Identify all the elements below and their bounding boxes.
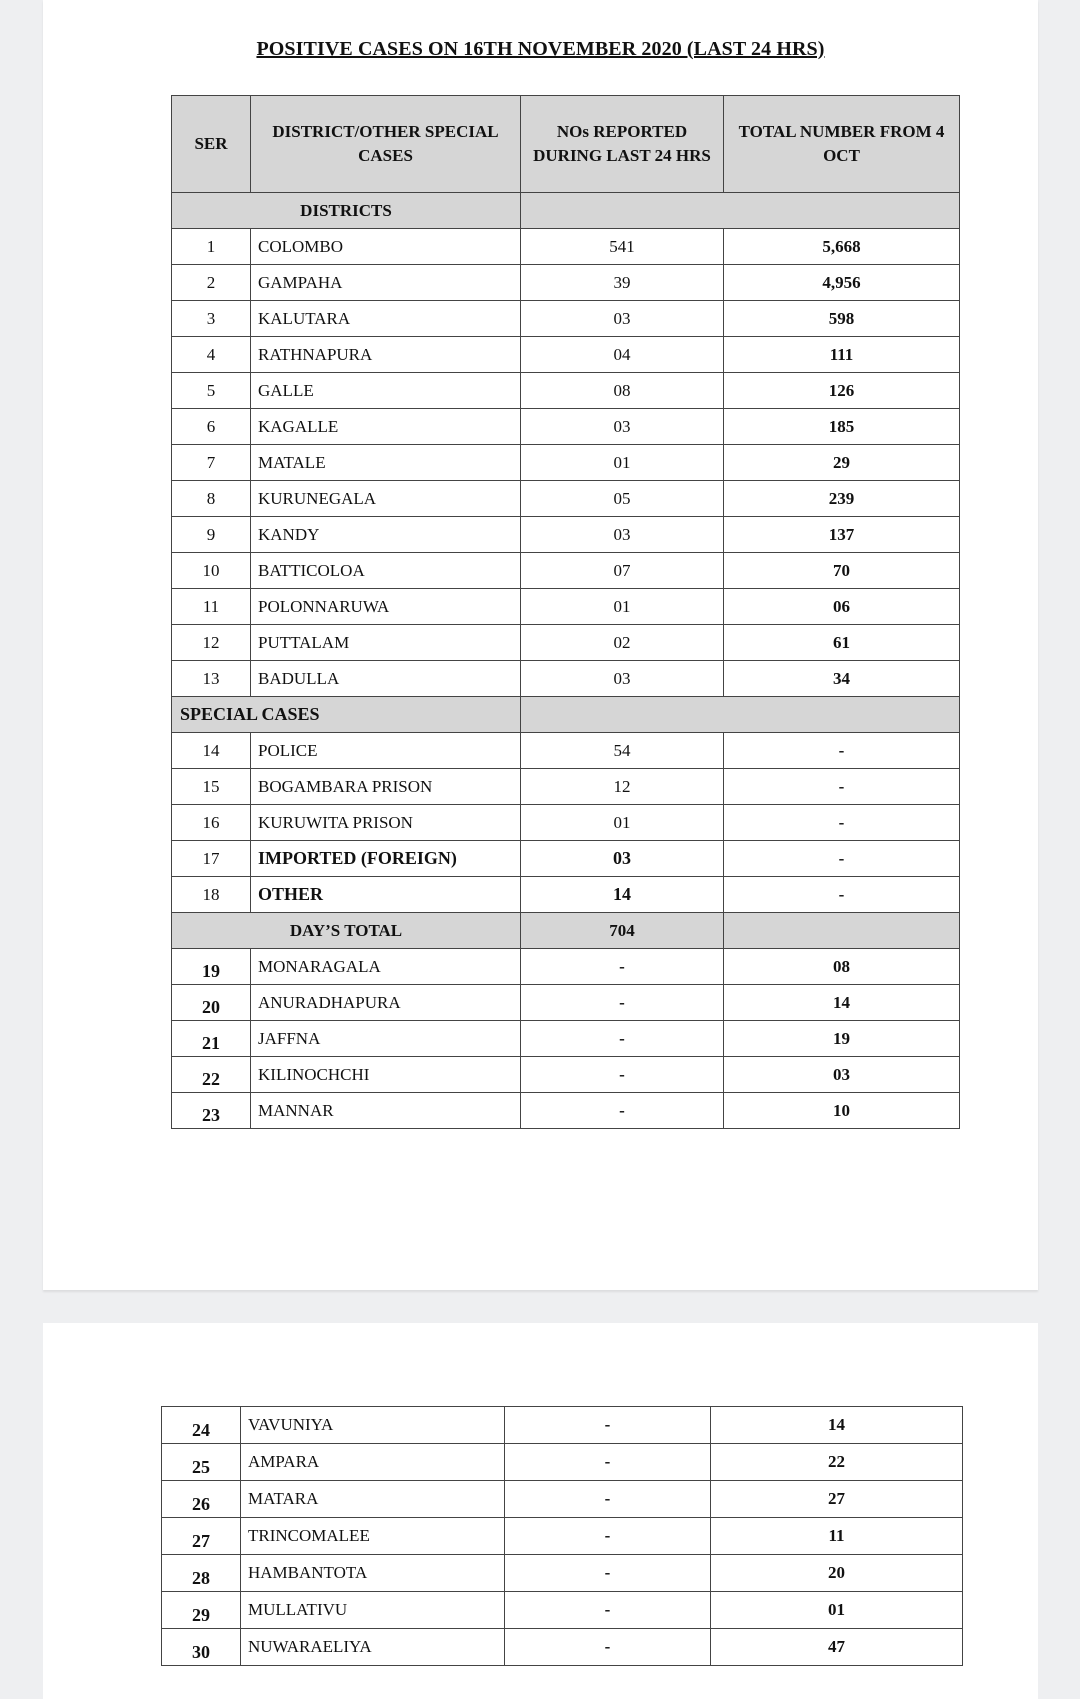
total-cell: 598 (724, 301, 960, 337)
table-row (172, 265, 960, 301)
section-special-cases (172, 697, 960, 733)
name-cell: JAFFNA (251, 1021, 521, 1057)
name-cell: BATTICOLOA (251, 553, 521, 589)
name-cell: ANURADHAPURA (251, 985, 521, 1021)
reported-cell: - (521, 1093, 724, 1129)
section-label: DISTRICTS (172, 193, 521, 229)
total-cell: 29 (724, 445, 960, 481)
ser-cell: 23 (172, 1093, 251, 1129)
name-cell: IMPORTED (FOREIGN) (251, 841, 521, 877)
name-cell: POLONNARUWA (251, 589, 521, 625)
reported-cell: - (521, 949, 724, 985)
table-row (172, 949, 960, 985)
total-cell: 19 (724, 1021, 960, 1057)
total-cell: 20 (711, 1555, 963, 1592)
ser-cell: 2 (172, 265, 251, 301)
table-row (172, 1021, 960, 1057)
total-cell: 10 (724, 1093, 960, 1129)
cases-table (171, 95, 960, 1129)
cases-table-continued (161, 1406, 963, 1666)
table-row (162, 1407, 963, 1444)
reported-cell: - (521, 985, 724, 1021)
table-row (172, 445, 960, 481)
table-row (172, 1057, 960, 1093)
ser-cell: 28 (162, 1555, 241, 1592)
total-cell: 27 (711, 1481, 963, 1518)
name-cell: MATALE (251, 445, 521, 481)
table-row (172, 625, 960, 661)
table-row (162, 1444, 963, 1481)
ser-cell: 24 (162, 1407, 241, 1444)
reported-cell: - (505, 1407, 711, 1444)
ser-cell: 29 (162, 1592, 241, 1629)
document-page-1 (43, 0, 1038, 1290)
total-cell: 34 (724, 661, 960, 697)
table-row (172, 733, 960, 769)
name-cell: AMPARA (241, 1444, 505, 1481)
reported-cell: - (521, 1021, 724, 1057)
name-cell: HAMBANTOTA (241, 1555, 505, 1592)
name-cell: GAMPAHA (251, 265, 521, 301)
table-row (172, 337, 960, 373)
ser-cell: 16 (172, 805, 251, 841)
ser-cell: 30 (162, 1629, 241, 1666)
section-districts (172, 193, 960, 229)
name-cell: MULLATIVU (241, 1592, 505, 1629)
ser-cell: 10 (172, 553, 251, 589)
table-row (172, 301, 960, 337)
table-row (162, 1555, 963, 1592)
table-row (172, 589, 960, 625)
total-cell: 06 (724, 589, 960, 625)
total-cell: 03 (724, 1057, 960, 1093)
name-cell: BADULLA (251, 661, 521, 697)
ser-cell: 17 (172, 841, 251, 877)
document-title: POSITIVE CASES ON 16TH NOVEMBER 2020 (LAST 24 HRS) (256, 38, 825, 60)
table-row (172, 1093, 960, 1129)
total-cell: 239 (724, 481, 960, 517)
header-ser: SER (172, 96, 251, 193)
reported-cell: 01 (521, 805, 724, 841)
days-total-value: 704 (521, 913, 724, 949)
reported-cell: 03 (521, 301, 724, 337)
table-row (162, 1481, 963, 1518)
name-cell: KILINOCHCHI (251, 1057, 521, 1093)
reported-cell: - (521, 1057, 724, 1093)
name-cell: KURUWITA PRISON (251, 805, 521, 841)
table-row (172, 805, 960, 841)
table-row (172, 769, 960, 805)
reported-cell: 01 (521, 589, 724, 625)
table-row (172, 517, 960, 553)
reported-cell: 03 (521, 517, 724, 553)
ser-cell: 26 (162, 1481, 241, 1518)
name-cell: NUWARAELIYA (241, 1629, 505, 1666)
days-total-row (172, 913, 960, 949)
days-total-label: DAY’S TOTAL (172, 913, 521, 949)
total-cell: - (724, 769, 960, 805)
name-cell: TRINCOMALEE (241, 1518, 505, 1555)
total-cell: 14 (724, 985, 960, 1021)
header-reported: NOs REPORTED DURING LAST 24 HRS (521, 96, 724, 193)
name-cell: KURUNEGALA (251, 481, 521, 517)
reported-cell: - (505, 1518, 711, 1555)
total-cell: 70 (724, 553, 960, 589)
table-row (172, 409, 960, 445)
name-cell: MONARAGALA (251, 949, 521, 985)
ser-cell: 3 (172, 301, 251, 337)
table-row (162, 1518, 963, 1555)
ser-cell: 12 (172, 625, 251, 661)
reported-cell: 39 (521, 265, 724, 301)
ser-cell: 6 (172, 409, 251, 445)
name-cell: MANNAR (251, 1093, 521, 1129)
total-cell: 22 (711, 1444, 963, 1481)
table-row (162, 1629, 963, 1666)
reported-cell: 14 (521, 877, 724, 913)
document-page-2 (43, 1323, 1038, 1699)
ser-cell: 22 (172, 1057, 251, 1093)
ser-cell: 18 (172, 877, 251, 913)
name-cell: POLICE (251, 733, 521, 769)
reported-cell: - (505, 1592, 711, 1629)
reported-cell: - (505, 1555, 711, 1592)
total-cell: - (724, 805, 960, 841)
ser-cell: 7 (172, 445, 251, 481)
reported-cell: 12 (521, 769, 724, 805)
section-label: SPECIAL CASES (172, 697, 521, 733)
total-cell: 4,956 (724, 265, 960, 301)
reported-cell: 03 (521, 661, 724, 697)
reported-cell: 05 (521, 481, 724, 517)
total-cell: 185 (724, 409, 960, 445)
ser-cell: 9 (172, 517, 251, 553)
ser-cell: 13 (172, 661, 251, 697)
reported-cell: - (505, 1444, 711, 1481)
ser-cell: 8 (172, 481, 251, 517)
name-cell: KANDY (251, 517, 521, 553)
reported-cell: 08 (521, 373, 724, 409)
name-cell: RATHNAPURA (251, 337, 521, 373)
table-row (172, 373, 960, 409)
table-row (172, 841, 960, 877)
table-row (162, 1592, 963, 1629)
total-cell: - (724, 733, 960, 769)
name-cell: VAVUNIYA (241, 1407, 505, 1444)
ser-cell: 15 (172, 769, 251, 805)
total-cell: - (724, 877, 960, 913)
ser-cell: 21 (172, 1021, 251, 1057)
name-cell: PUTTALAM (251, 625, 521, 661)
table-row (172, 553, 960, 589)
table-header-row (172, 96, 960, 193)
name-cell: OTHER (251, 877, 521, 913)
total-cell: 126 (724, 373, 960, 409)
ser-cell: 19 (172, 949, 251, 985)
ser-cell: 14 (172, 733, 251, 769)
reported-cell: - (505, 1481, 711, 1518)
ser-cell: 25 (162, 1444, 241, 1481)
reported-cell: 07 (521, 553, 724, 589)
name-cell: KAGALLE (251, 409, 521, 445)
total-cell: 61 (724, 625, 960, 661)
name-cell: KALUTARA (251, 301, 521, 337)
name-cell: GALLE (251, 373, 521, 409)
ser-cell: 27 (162, 1518, 241, 1555)
name-cell: MATARA (241, 1481, 505, 1518)
total-cell: 14 (711, 1407, 963, 1444)
ser-cell: 20 (172, 985, 251, 1021)
reported-cell: 541 (521, 229, 724, 265)
header-district: DISTRICT/OTHER SPECIAL CASES (251, 96, 521, 193)
reported-cell: - (505, 1629, 711, 1666)
ser-cell: 11 (172, 589, 251, 625)
table-row (172, 985, 960, 1021)
name-cell: COLOMBO (251, 229, 521, 265)
total-cell: 01 (711, 1592, 963, 1629)
total-cell: - (724, 841, 960, 877)
table-row (172, 877, 960, 913)
total-cell: 5,668 (724, 229, 960, 265)
name-cell: BOGAMBARA PRISON (251, 769, 521, 805)
total-cell: 47 (711, 1629, 963, 1666)
reported-cell: 54 (521, 733, 724, 769)
table-row (172, 661, 960, 697)
total-cell: 111 (724, 337, 960, 373)
ser-cell: 4 (172, 337, 251, 373)
reported-cell: 03 (521, 841, 724, 877)
reported-cell: 03 (521, 409, 724, 445)
table-row (172, 229, 960, 265)
reported-cell: 04 (521, 337, 724, 373)
total-cell: 11 (711, 1518, 963, 1555)
table-row (172, 481, 960, 517)
header-total: TOTAL NUMBER FROM 4 OCT (724, 96, 960, 193)
reported-cell: 02 (521, 625, 724, 661)
total-cell: 08 (724, 949, 960, 985)
ser-cell: 1 (172, 229, 251, 265)
ser-cell: 5 (172, 373, 251, 409)
reported-cell: 01 (521, 445, 724, 481)
total-cell: 137 (724, 517, 960, 553)
